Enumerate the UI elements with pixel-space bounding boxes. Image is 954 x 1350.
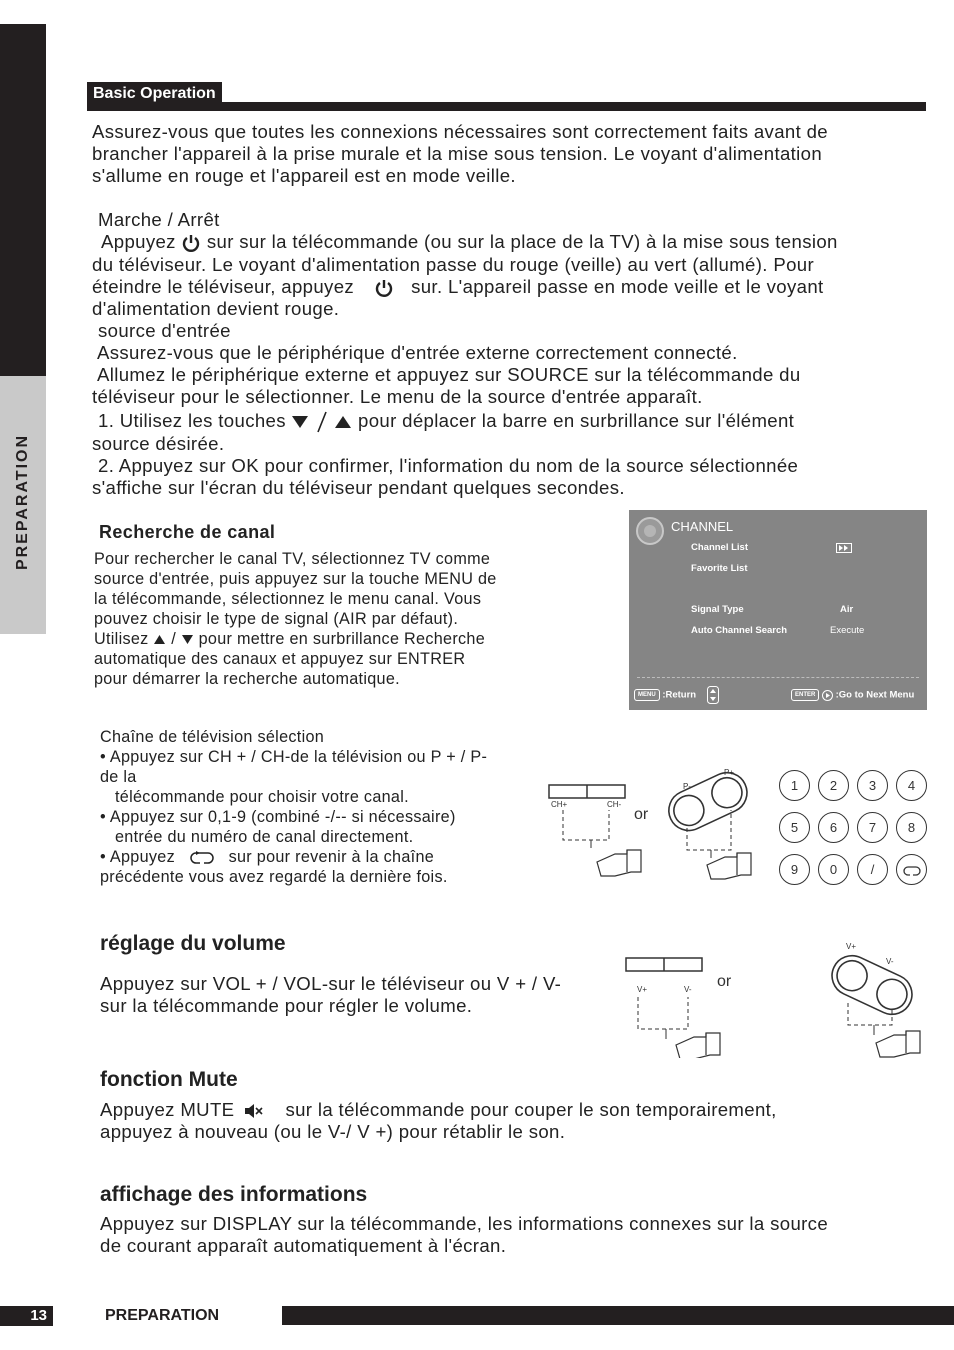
source-line-4: 1. Utilisez les touches pour déplacer la barre en surbrillance sur l'élément [98,410,794,433]
key-0[interactable]: 0 [818,854,849,885]
arrow-down-icon [181,634,194,645]
search-line-7: pour démarrer la recherche automatique. [94,670,400,688]
footer-bar [282,1306,954,1325]
play-icon [822,690,833,701]
sidebar-label: PREPARATION [14,433,31,571]
search-title: Recherche de canal [99,522,276,542]
or-label: or [634,806,649,823]
key-1[interactable]: 1 [779,770,810,801]
volume-line-2: sur la télécommande pour régler le volume. [100,995,473,1016]
auto-search-value: Execute [830,625,865,636]
channel-menu-screen [629,510,927,710]
ch-minus-label: CH- [607,800,622,809]
source-line-6: 2. Appuyez sur OK pour confirmer, l'information du nom de la source sélectionnée [98,455,799,476]
intro-line-1: Assurez-vous que toutes les connexions nécessaires sont correctement faits avant de [92,121,828,142]
menu-return-hint: MENU :Return [634,689,696,701]
power-line-1: Appuyez sur sur la télécommande (ou sur la place de la TV) à la mise sous tension [101,231,838,252]
menu-key: MENU [634,689,660,701]
arrow-up-icon [153,634,166,645]
key-2[interactable]: 2 [818,770,849,801]
search-line-3: la télécommande, sélectionnez le menu canal. Vous [94,590,482,608]
intro-line-2: brancher l'appareil à la prise murale et la mise sous tension. Le voyant d'alimentation [92,143,823,164]
footer-label: PREPARATION [105,1307,220,1324]
power-title: Marche / Arrêt [98,209,220,230]
source-line-5: source désirée. [92,433,225,454]
mute-line-1: Appuyez MUTE sur la télécommande pour couper le son temporairement, [100,1099,777,1120]
menu-divider [637,677,919,678]
source-line-3: téléviseur pour le sélectionner. Le menu de la source d'entrée apparaît. [92,386,703,407]
menu-item-signal-type[interactable]: Signal Type [691,604,744,615]
channel-menu-title: CHANNEL [671,519,734,534]
key-3[interactable]: 3 [857,770,888,801]
volume-line-1: Appuyez sur VOL + / VOL-sur le téléviseur ou V + / V- [100,973,562,994]
search-line-5: Utilisez / pour mettre en surbrillance Recherche [94,630,486,648]
source-line-1: Assurez-vous que le périphérique d'entrée externe correctement connecté. [97,342,738,363]
select-line-5: entrée du numéro de canal directement. [115,828,414,846]
recall-icon [902,865,922,877]
power-icon [374,278,394,298]
power-line-3: éteindre le téléviseur, appuyez sur. L'appareil passe en mode veille et le voyant [92,276,824,297]
arrow-down-icon [291,415,309,429]
up-down-icon [707,686,719,704]
display-line-2: de courant apparaît automatiquement à l'écran. [100,1235,507,1256]
mute-title: fonction Mute [100,1068,238,1091]
mute-icon [244,1103,264,1119]
search-line-1: Pour rechercher le canal TV, sélectionnez TV comme [94,550,491,568]
select-line-6: • Appuyez sur pour revenir à la chaîne [100,848,435,866]
enter-key: ENTER [791,689,819,701]
signal-type-value: Air [840,604,854,615]
arrow-up-icon [334,415,352,429]
key-recall[interactable] [896,854,927,885]
volume-title: réglage du volume [100,932,286,955]
key-5[interactable]: 5 [779,812,810,843]
source-line-7: s'affiche sur l'écran du téléviseur pendant quelques secondes. [92,477,625,498]
section-title: Basic Operation [87,82,222,104]
mute-line-2: appuyez à nouveau (ou le V-/ V +) pour rétablir le son. [100,1121,566,1142]
search-line-4: pouvez choisir le type de signal (AIR par défaut). [94,610,459,628]
ch-plus-label: CH+ [551,800,568,809]
key-9[interactable]: 9 [779,854,810,885]
intro-line-3: s'allume en rouge et l'appareil est en mode veille. [92,165,516,186]
key-4[interactable]: 4 [896,770,927,801]
display-title: affichage des informations [100,1183,368,1206]
source-title: source d'entrée [98,320,231,341]
menu-item-favorite-list[interactable]: Favorite List [691,563,748,574]
search-line-2: source d'entrée, puis appuyez sur la touche MENU de [94,570,497,588]
menu-item-auto-channel-search[interactable]: Auto Channel Search [691,625,788,636]
channel-menu-logo-icon [635,516,665,546]
remote-v-plus-label: V+ [846,942,857,951]
tv-channel-button-panel-diagram [545,780,655,880]
key-7[interactable]: 7 [857,812,888,843]
key-6[interactable]: 6 [818,812,849,843]
select-line-4: • Appuyez sur 0,1-9 (combiné -/-- si nécessaire) [100,808,456,826]
select-line-1: • Appuyez sur CH + / CH-de la télévision ou P + / P- [100,748,488,766]
key-8[interactable]: 8 [896,812,927,843]
p-minus-label: P- [683,782,691,791]
select-title: Chaîne de télévision sélection [100,728,325,746]
remote-volume-keys-diagram [830,945,935,1065]
menu-item-channel-list[interactable]: Channel List [691,542,749,553]
select-line-3: télécommande pour choisir votre canal. [115,788,409,806]
v-minus-label: V- [684,985,692,994]
v-plus-label: V+ [637,985,648,994]
recall-icon [188,851,216,865]
remote-channel-keys-diagram [665,760,765,885]
forward-icon [836,543,852,553]
display-line-1: Appuyez sur DISPLAY sur la télécommande, les informations connexes sur la source [100,1213,829,1234]
sidebar-dark-band [0,24,46,376]
slash-icon [315,411,329,433]
key-dash[interactable]: / [857,854,888,885]
power-line-2: du téléviseur. Le voyant d'alimentation passe du rouge (veille) au vert (allumé). Pour [92,254,814,275]
power-icon [181,233,201,253]
tv-volume-button-panel-diagram [620,953,735,1058]
source-line-2: Allumez le périphérique externe et appuyez sur SOURCE sur la télécommande du [97,364,801,385]
power-line-4: d'alimentation devient rouge. [92,298,340,319]
search-line-6: automatique des canaux et appuyez sur ENTRER [94,650,466,668]
select-line-7: précédente vous avez regardé la dernière fois. [100,868,448,886]
p-plus-label: P+ [724,768,735,777]
remote-v-minus-label: V- [886,957,894,966]
or-label: or [717,973,732,990]
menu-next-hint: ENTER :Go to Next Menu [791,689,914,701]
page-number: 13 [0,1306,53,1326]
select-line-2: de la [100,768,137,786]
